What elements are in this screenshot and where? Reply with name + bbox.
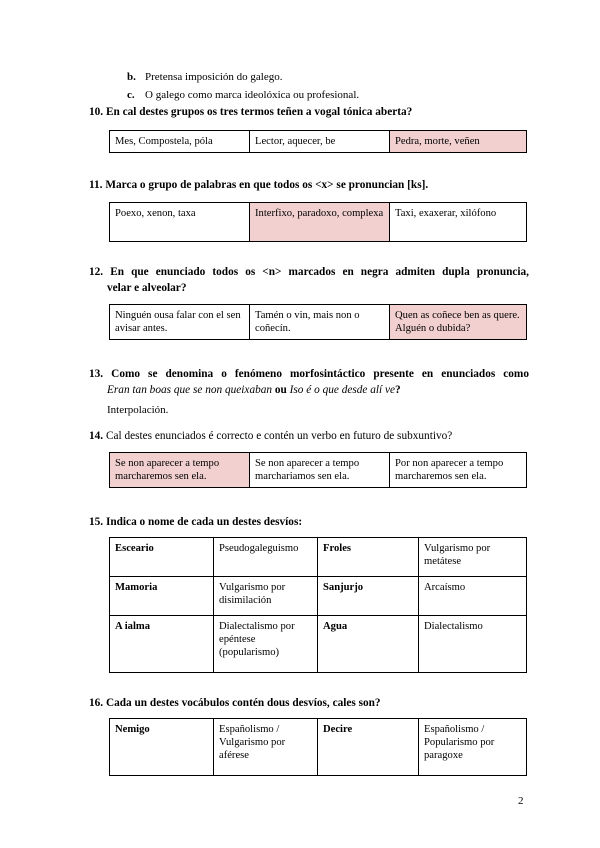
options-table-12 [109,304,527,340]
answer-cell: Dialectalismo [419,616,527,673]
question-number: 13. [89,368,104,380]
question-text: Marca o grupo de palabras en que todos os <x> se pronuncian [ks]. [105,179,429,191]
question-number: 15. [89,516,104,528]
term-cell: A ialma [110,616,214,673]
question-14 [89,428,452,444]
option-cell[interactable]: Poexo, xenon, taxa [110,203,250,242]
question-13 [89,366,529,398]
option-cell[interactable]: Ninguén ousa falar con el sen avisar antes. [110,305,250,340]
option-cell-correct[interactable]: Interfixo, paradoxo, complexa [250,203,390,242]
connector: ou [274,384,287,396]
sub-item-b [127,71,282,83]
options-table-14 [109,452,527,488]
table-row [110,577,527,616]
answer-cell: Arcaísmo [419,577,527,616]
options-table-10 [109,130,527,153]
question-12 [89,264,529,296]
option-cell[interactable]: Mes, Compostela, póla [110,131,250,153]
term-cell: Decire [318,719,419,776]
question-number: 11. [89,179,103,191]
answer-cell: Pseudogaleguismo [214,538,318,577]
question-15 [89,514,302,530]
question-number: 16. [89,697,104,709]
question-text: Cada un destes vocábulos contén dous desvíos, cales son? [105,697,381,709]
question-text: En cal destes grupos os tres termos teñen a vogal tónica aberta? [105,106,413,118]
deviation-table-15 [109,537,527,673]
example-1: Eran tan boas que se non queixaban [107,384,273,396]
term-cell: Mamoria [110,577,214,616]
question-10 [89,104,412,120]
answer-cell: Españolismo / Vulgarismo por aférese [214,719,318,776]
term-cell: Nemigo [110,719,214,776]
answer-13: Interpolación. [107,404,169,416]
table-row [110,538,527,577]
answer-cell: Dialectalismo por epéntese (popularismo) [214,616,318,673]
sub-item-label: c. [127,89,135,101]
option-cell[interactable]: Taxi, exaxerar, xilófono [390,203,527,242]
question-text-line1: Como se denomina o fenómeno morfosintáctico presente en enunciados como [111,368,529,380]
question-text-line1: En que enunciado todos os <n> marcados en negra admiten dupla pronuncia, [110,266,530,278]
question-11 [89,177,428,193]
question-number: 10. [89,106,104,118]
term-cell: Agua [318,616,419,673]
answer-cell: Vulgarismo por disimilación [214,577,318,616]
option-cell-correct[interactable]: Quen as coñece ben as quere. Alguén o dubida? [390,305,527,340]
option-cell[interactable]: Lector, aquecer, be [250,131,390,153]
question-number: 14. [89,430,104,442]
term-cell: Sanjurjo [318,577,419,616]
answer-cell: Vulgarismo por metátese [419,538,527,577]
sub-item-label: b. [127,71,136,83]
table-row [110,719,527,776]
options-table-11 [109,202,527,242]
question-text: Indica o nome de cada un destes desvíos: [105,516,303,528]
term-cell: Esceario [110,538,214,577]
question-number: 12. [89,266,104,278]
option-cell[interactable]: Por non aparecer a tempo marcharemos sen ela. [390,453,527,488]
example-2: Iso é o que desde alí ve [289,384,396,396]
table-row [110,616,527,673]
page-number: 2 [518,795,524,807]
question-end: ? [395,384,401,396]
question-text: Cal destes enunciados é correcto e contén un verbo en futuro de subxuntivo? [105,430,453,442]
option-cell[interactable]: Tamén o vin, mais non o coñecín. [250,305,390,340]
deviation-table-16 [109,718,527,776]
question-text-line2: velar e alveolar? [107,282,187,294]
option-cell-correct[interactable]: Pedra, morte, veñen [390,131,527,153]
answer-cell: Españolismo / Popularismo por paragoxe [419,719,527,776]
term-cell: Froles [318,538,419,577]
option-cell-correct[interactable]: Se non aparecer a tempo marcharemos sen ela. [110,453,250,488]
sub-item-text: O galego como marca ideolóxica ou profesional. [145,89,360,101]
question-16 [89,695,381,711]
option-cell[interactable]: Se non aparecer a tempo marchariamos sen ela. [250,453,390,488]
sub-item-c [127,89,359,101]
sub-item-text: Pretensa imposición do galego. [145,71,283,83]
